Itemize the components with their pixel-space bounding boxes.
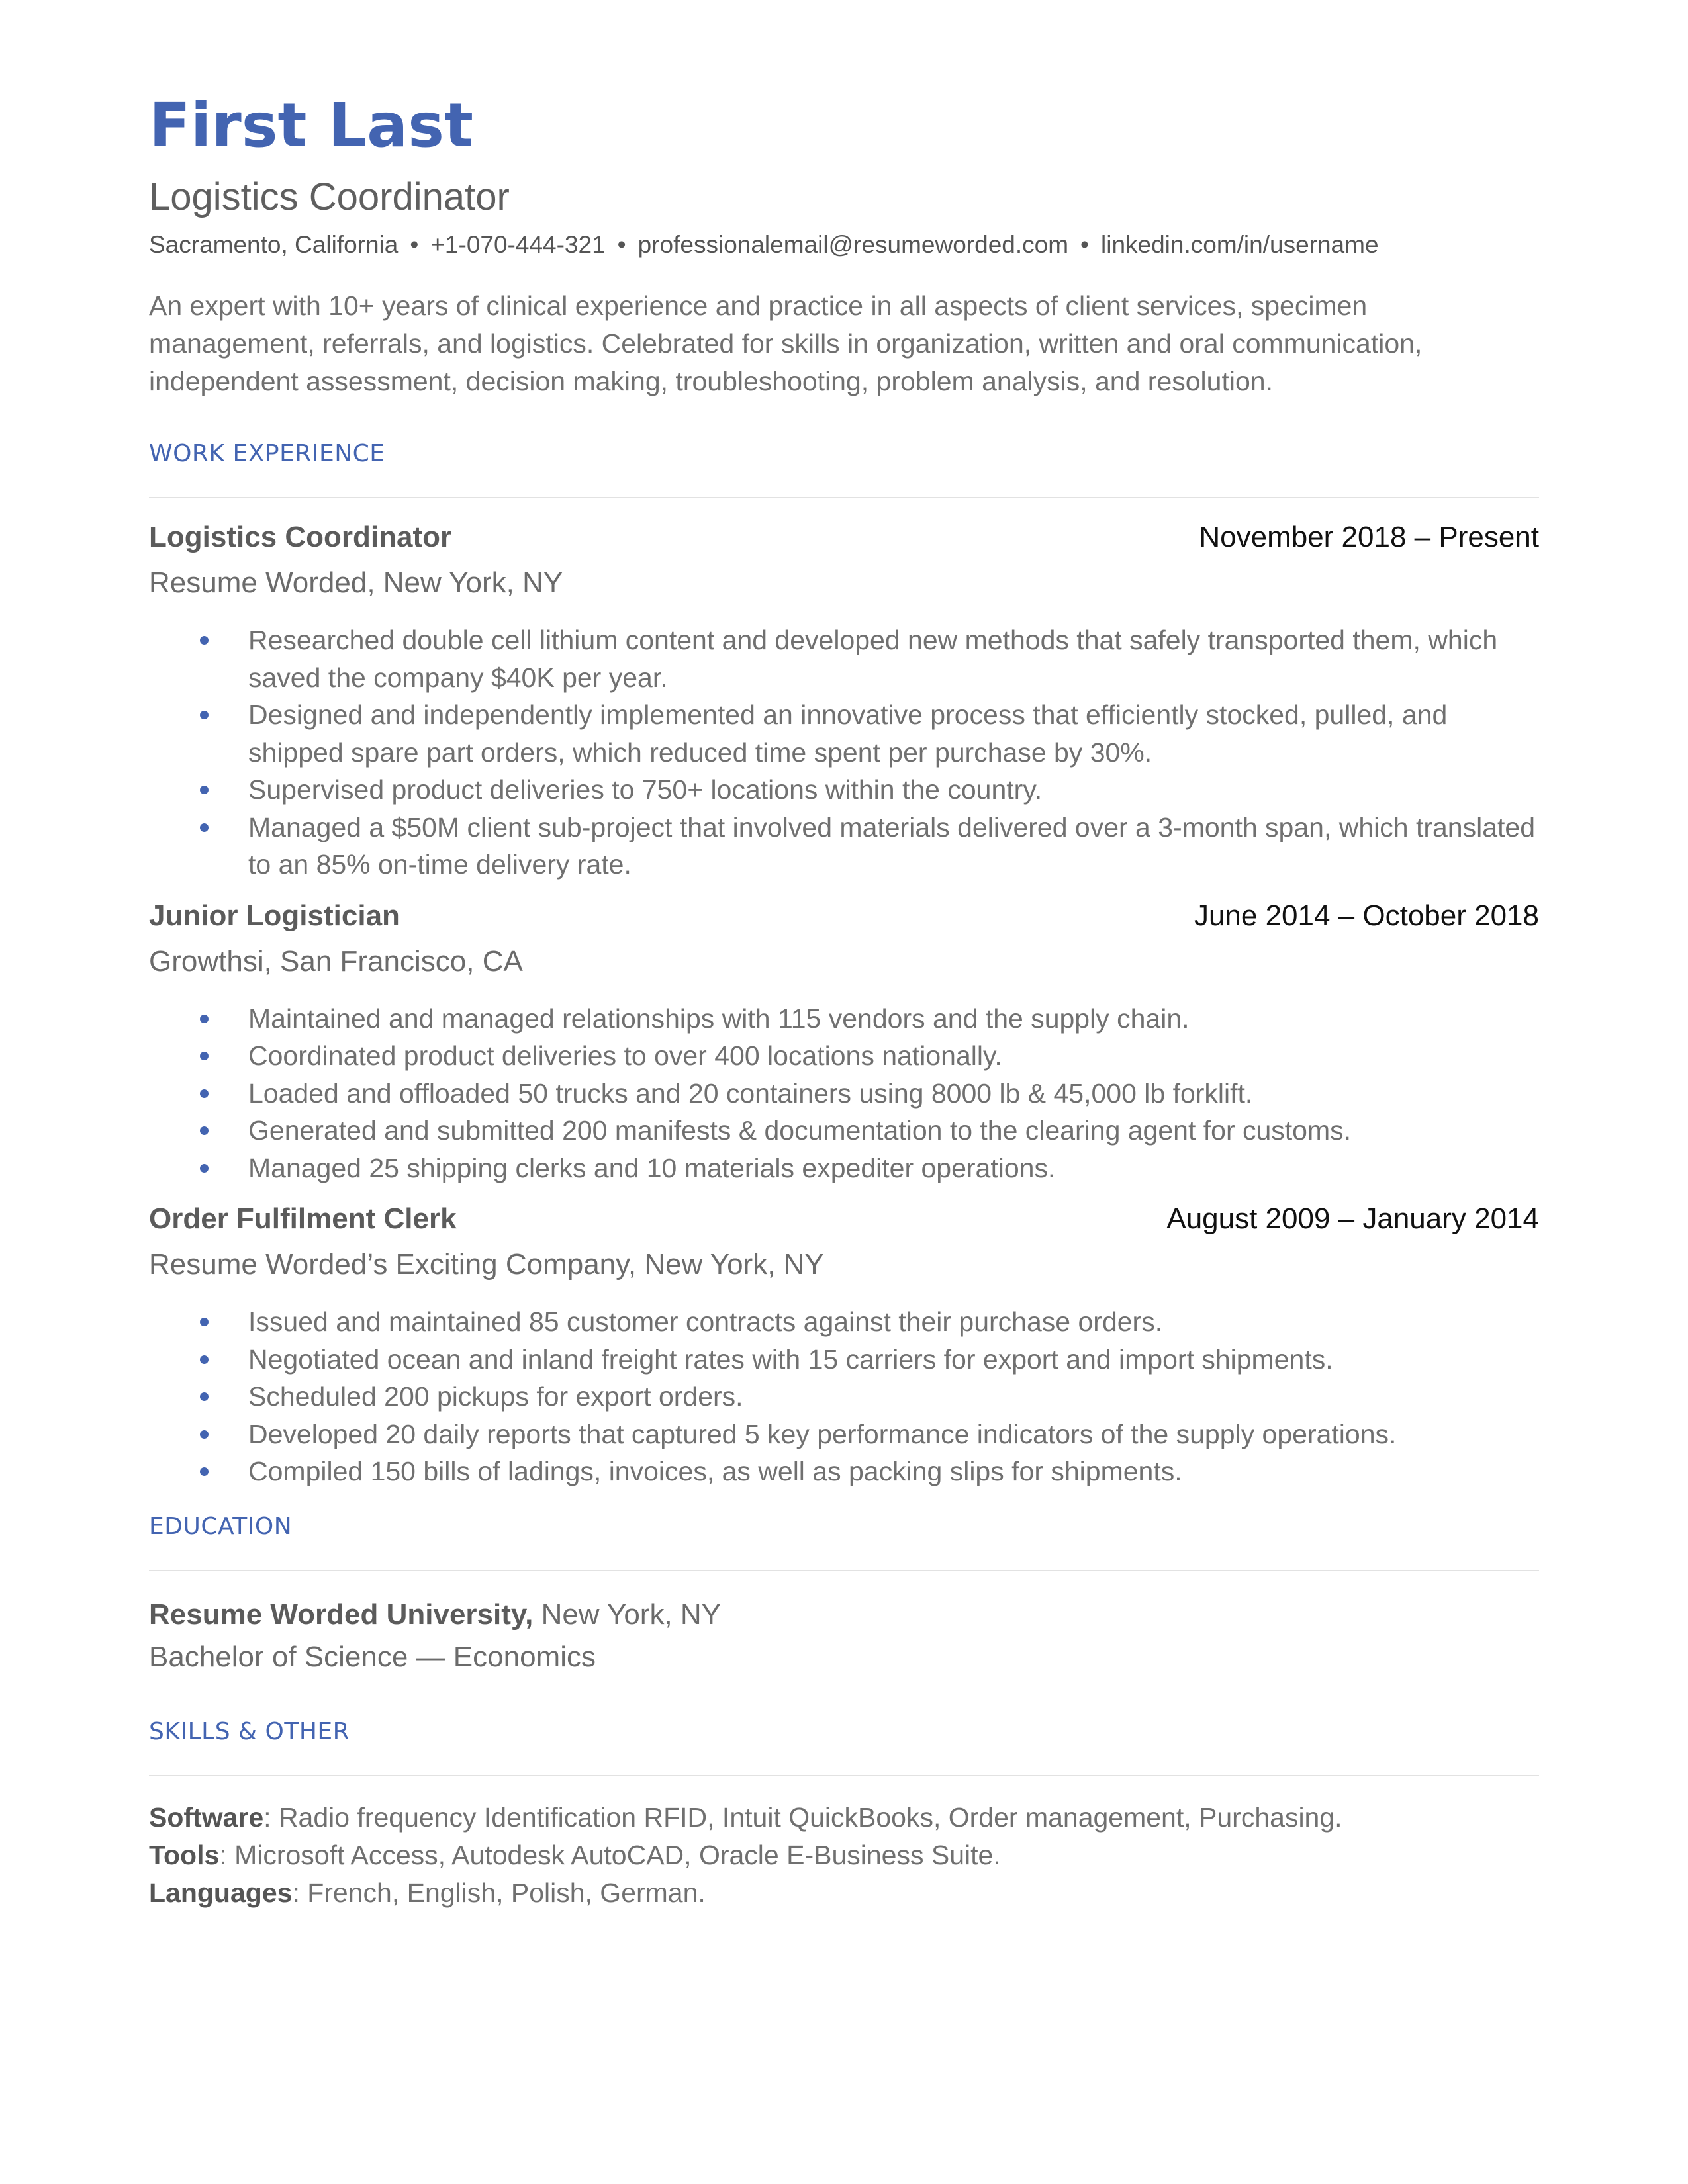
section-divider [149,1570,1539,1571]
bullet-dot-icon [200,823,209,832]
bullet-text: Negotiated ocean and inland freight rates with 15 carriers for export and import shipments. [248,1343,1333,1375]
skills-line-tools [149,1837,1539,1874]
skills-line-languages [149,1874,1539,1912]
bullet-text: Managed 25 shipping clerks and 10 materials expediter operations. [248,1152,1056,1183]
job-dates: November 2018 – Present [1199,521,1539,553]
candidate-title: Logistics Coordinator [149,175,510,218]
bullet-dot-icon [200,1015,209,1023]
bullet-dot-icon [200,1467,209,1476]
education-school-line [149,1594,1539,1636]
job-company: Resume Worded’s Exciting Company, New York, NY [149,1248,824,1281]
skills-label: Software [149,1801,264,1833]
job-header [149,899,1539,942]
bullet-item [149,1075,1539,1113]
skills-section [149,1715,1539,1912]
resume-page [149,86,1539,1912]
job-entry [149,521,1539,884]
contact-location: Sacramento, California [149,231,399,258]
bullet-dot-icon [200,1089,209,1098]
skills-value: : Microsoft Access, Autodesk AutoCAD, Oracle E-Business Suite. [219,1839,1001,1870]
bullet-item [149,1416,1539,1453]
candidate-name: First Last [149,90,473,161]
bullet-item [149,621,1539,696]
bullet-text: Researched double cell lithium content and developed new methods that safely transported them, which saved the company $40K per year. [248,625,1498,693]
section-divider [149,497,1539,498]
bullet-text: Issued and maintained 85 customer contracts against their purchase orders. [248,1306,1163,1337]
work-experience-section [149,437,1539,1490]
summary-paragraph: An expert with 10+ years of clinical experience and practice in all aspects of client services, specimen management, referrals, and logistics. Celebrated for skills in organization, written and oral communication, independent assessment, decision making, troubleshooting, problem analysis, and resolution. [149,291,1423,396]
bullet-text: Managed a $50M client sub-project that involved materials delivered over a 3-month span, which translated to an 85% on-time delivery rate. [248,811,1535,880]
education-section [149,1510,1539,1678]
skills-value: : French, English, Polish, German. [292,1877,706,1908]
bullet-item [149,696,1539,771]
bullet-dot-icon [200,1355,209,1364]
job-bullets [149,1303,1539,1490]
job-role: Logistics Coordinator [149,521,452,553]
bullet-item [149,1303,1539,1341]
bullet-item [149,1112,1539,1150]
bullet-text: Scheduled 200 pickups for export orders. [248,1381,743,1412]
bullet-text: Maintained and managed relationships with 115 vendors and the supply chain. [248,1003,1190,1034]
bullet-text: Compiled 150 bills of ladings, invoices, as well as packing slips for shipments. [248,1456,1182,1486]
job-entry [149,1203,1539,1490]
job-role: Junior Logistician [149,899,400,932]
bullet-dot-icon [200,711,209,719]
bullet-text: Generated and submitted 200 manifests & documentation to the clearing agent for customs. [248,1115,1352,1146]
bullet-item [149,809,1539,884]
contact-separator: • [1080,231,1089,258]
skills-value: : Radio frequency Identification RFID, Intuit QuickBooks, Order management, Purchasing. [263,1801,1342,1833]
contact-separator: • [410,231,419,258]
section-divider [149,1775,1539,1776]
skills-label: Languages [149,1877,293,1908]
bullet-item [149,771,1539,809]
bullet-dot-icon [200,786,209,794]
bullet-dot-icon [200,1052,209,1060]
bullet-dot-icon [200,636,209,645]
job-dates: August 2009 – January 2014 [1166,1203,1539,1235]
education-location: New York, NY [541,1598,722,1631]
contact-phone: +1-070-444-321 [430,231,606,258]
job-bullets [149,621,1539,884]
bullet-dot-icon [200,1392,209,1401]
bullet-text: Designed and independently implemented an innovative process that efficiently stocked, pulled, and shipped spare part orders, which reduced time spent per purchase by 30%. [248,700,1448,768]
job-header [149,521,1539,563]
bullet-dot-icon [200,1164,209,1173]
bullet-item [149,1453,1539,1490]
education-heading: EDUCATION [149,1512,293,1540]
contact-linkedin: linkedin.com/in/username [1101,231,1379,258]
contact-separator: • [617,231,626,258]
job-role: Order Fulfilment Clerk [149,1203,457,1235]
skills-label: Tools [149,1839,220,1870]
education-school: Resume Worded University, [149,1598,534,1631]
bullet-item [149,1341,1539,1379]
bullet-item [149,1000,1539,1038]
bullet-dot-icon [200,1318,209,1326]
job-bullets [149,1000,1539,1187]
education-degree: Bachelor of Science — Economics [149,1640,596,1673]
bullet-item [149,1150,1539,1187]
bullet-dot-icon [200,1126,209,1135]
bullet-text: Coordinated product deliveries to over 400 locations nationally. [248,1040,1002,1071]
job-company: Resume Worded, New York, NY [149,567,563,599]
bullet-text: Supervised product deliveries to 750+ locations within the country. [248,774,1043,805]
work-experience-heading: WORK EXPERIENCE [149,440,385,467]
contact-email: professionalemail@resumeworded.com [637,231,1069,258]
skills-line-software [149,1799,1539,1837]
job-entry [149,899,1539,1187]
job-header [149,1203,1539,1245]
bullet-dot-icon [200,1430,209,1439]
contact-line [149,225,1539,265]
bullet-text: Developed 20 daily reports that captured 5 key performance indicators of the supply operations. [248,1418,1397,1449]
job-dates: June 2014 – October 2018 [1194,899,1539,932]
job-company: Growthsi, San Francisco, CA [149,944,523,978]
bullet-text: Loaded and offloaded 50 trucks and 20 containers using 8000 lb & 45,000 lb forklift. [248,1077,1253,1109]
bullet-item [149,1378,1539,1416]
bullet-item [149,1037,1539,1075]
skills-heading: SKILLS & OTHER [149,1717,350,1745]
